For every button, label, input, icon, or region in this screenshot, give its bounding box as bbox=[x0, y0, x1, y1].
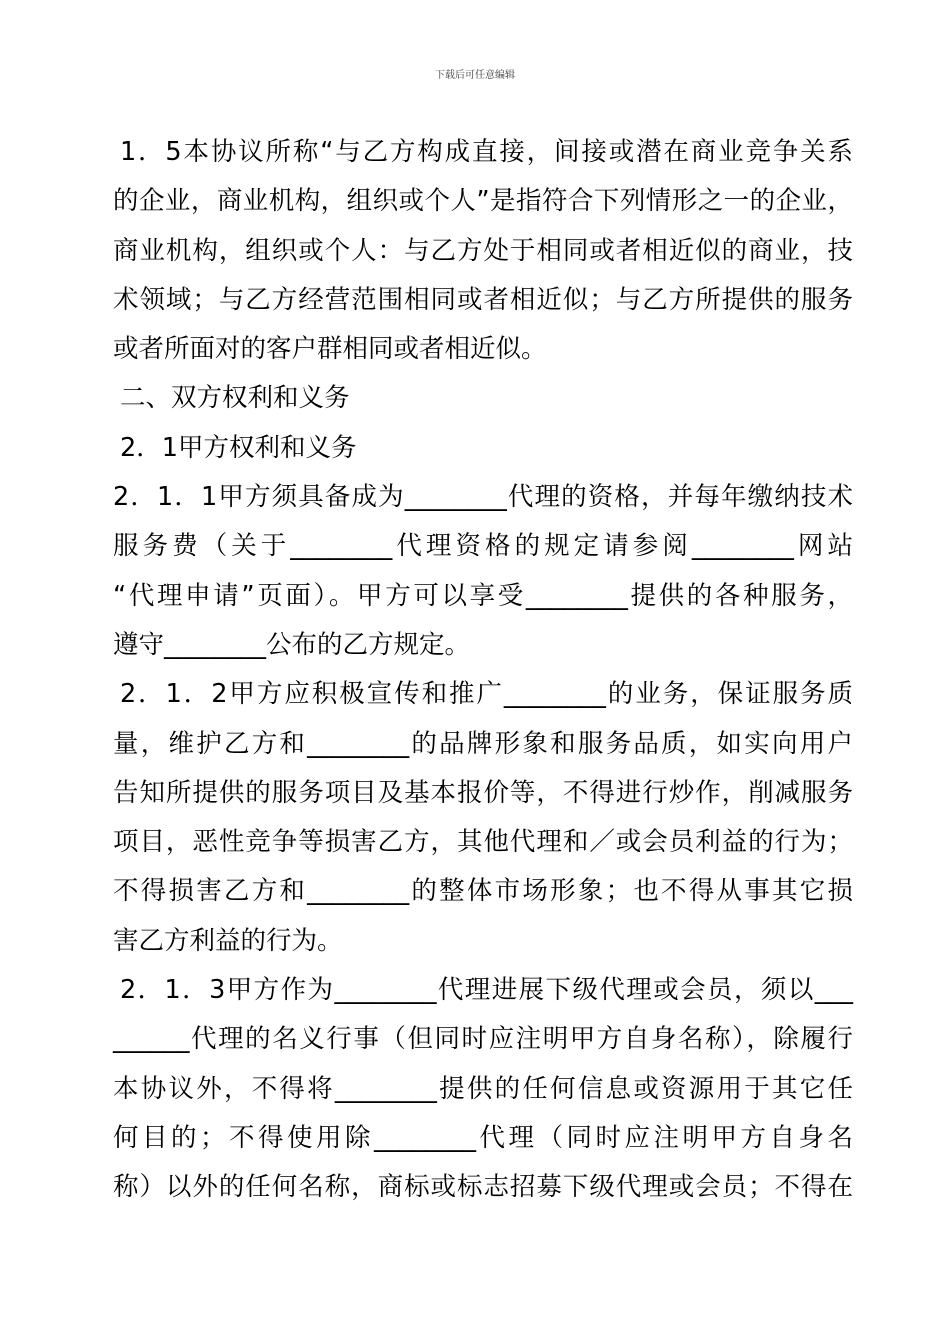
document-body bbox=[113, 128, 853, 1213]
text-line: 服务费（关于________代理资格的规定请参阅________网站 bbox=[113, 531, 853, 562]
text-line: “代理申请”页面）。甲方可以享受________提供的各种服务， bbox=[113, 580, 853, 611]
text-line: 术领域；与乙方经营范围相同或者相近似；与乙方所提供的服务 bbox=[113, 284, 853, 315]
text-line: 量，维护乙方和________的品牌形象和服务品质，如实向用户 bbox=[113, 728, 853, 759]
text-line: 的企业，商业机构，组织或个人”是指符合下列情形之一的企业， bbox=[113, 186, 853, 217]
text-line: 本协议外，不得将________提供的任何信息或资源用于其它任 bbox=[113, 1073, 853, 1104]
text-line: 2．1．1甲方须具备成为________代理的资格，并每年缴纳技术 bbox=[113, 482, 853, 513]
text-line: 项目，恶性竞争等损害乙方，其他代理和／或会员利益的行为； bbox=[113, 827, 853, 858]
text-line: 2．1．2甲方应积极宣传和推广________的业务，保证服务质 bbox=[120, 679, 853, 710]
text-line: 2．1甲方权利和义务 bbox=[120, 432, 357, 463]
text-line: ______代理的名义行事（但同时应注明甲方自身名称），除履行 bbox=[113, 1024, 853, 1055]
text-line: 不得损害乙方和________的整体市场形象；也不得从事其它损 bbox=[113, 876, 853, 907]
text-line: 1．5本协议所称“与乙方构成直接，间接或潜在商业竞争关系 bbox=[120, 137, 853, 167]
text-line: 商业机构，组织或个人：与乙方处于相同或者相近似的商业，技 bbox=[113, 235, 853, 266]
text-line: 称）以外的任何名称，商标或标志招募下级代理或会员；不得在 bbox=[113, 1172, 853, 1203]
text-line: 遵守________公布的乙方规定。 bbox=[113, 629, 471, 660]
text-line: 2．1．3甲方作为________代理进展下级代理或会员，须以___ bbox=[120, 975, 853, 1006]
text-line: 或者所面对的客户群相同或者相近似。 bbox=[113, 334, 547, 365]
text-line: 何目的；不得使用除________代理（同时应注明甲方自身名 bbox=[113, 1122, 853, 1153]
text-line: 告知所提供的服务项目及基本报价等，不得进行炒作，削减服务 bbox=[113, 777, 853, 808]
text-line: 二、双方权利和义务 bbox=[120, 383, 350, 414]
text-line: 害乙方利益的行为。 bbox=[113, 925, 343, 956]
page-header: 下载后可任意编辑 bbox=[435, 70, 515, 81]
